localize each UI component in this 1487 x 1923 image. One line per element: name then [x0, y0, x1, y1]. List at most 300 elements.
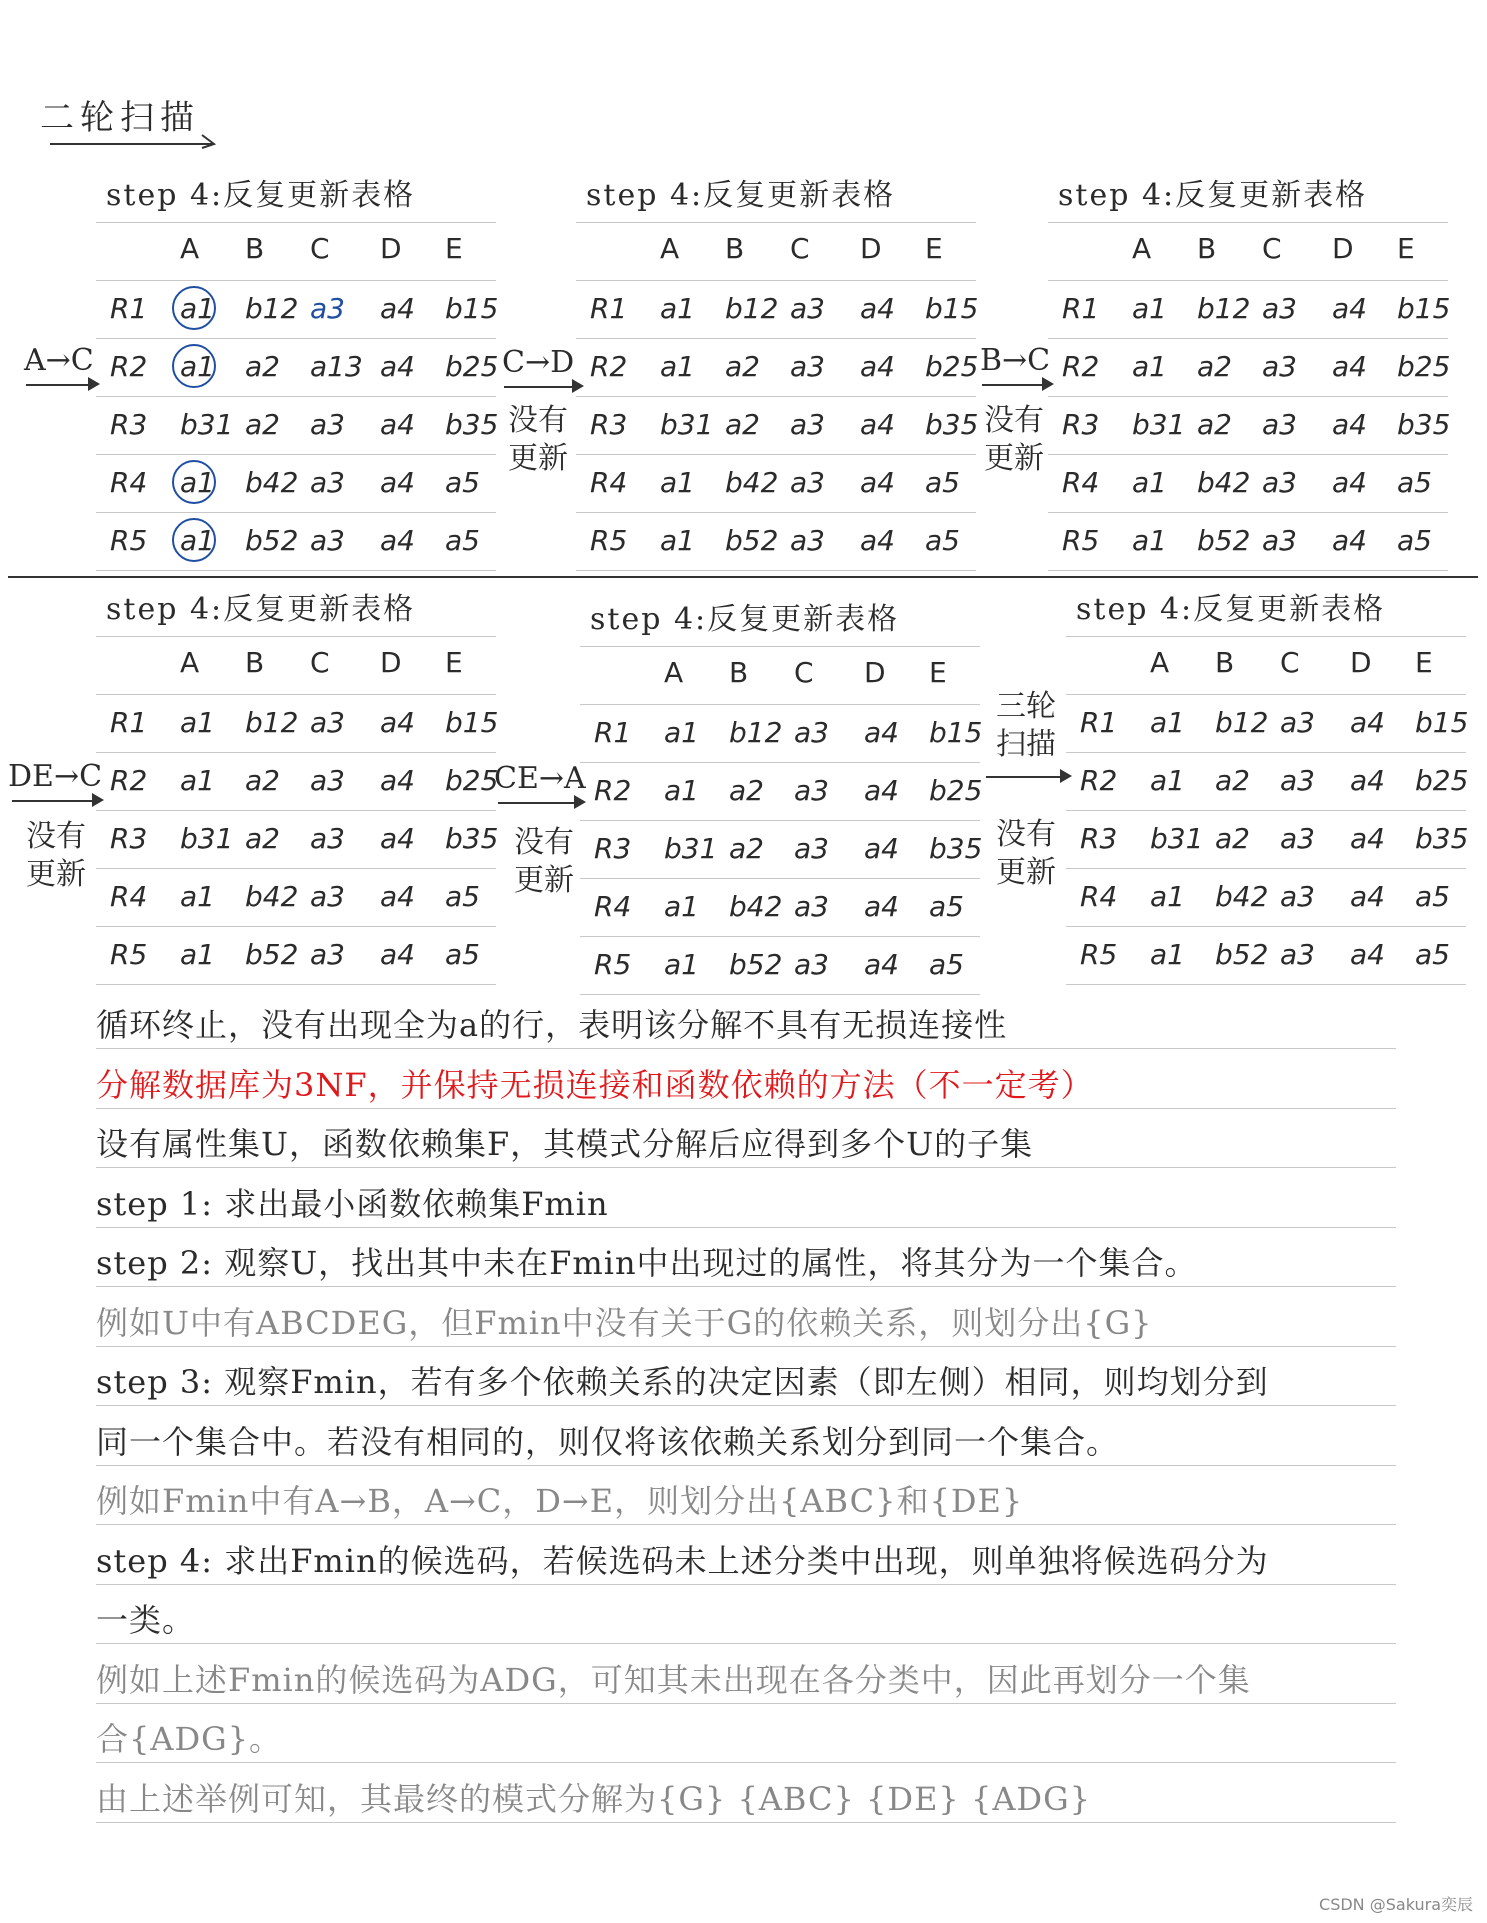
table-cell: a2 — [245, 764, 280, 797]
paragraph-line: 循环终止，没有出现全为a的行，表明该分解不具有无损连接性 — [96, 1006, 1008, 1044]
table-cell: a4 — [864, 890, 899, 923]
column-header: B — [725, 232, 745, 265]
ruled-line — [96, 1227, 1396, 1228]
paragraph-line: 例如U中有ABCDEG，但Fmin中没有关于G的依赖关系，则划分出{G} — [96, 1303, 1153, 1342]
row-label: R4 — [110, 466, 148, 499]
table-cell: a4 — [380, 292, 415, 325]
table-cell: a4 — [1332, 408, 1367, 441]
circle-mark-icon — [172, 286, 216, 330]
ruled-line — [1066, 926, 1466, 927]
arrow-icon — [982, 384, 1044, 386]
table-title: step 4:反复更新表格 — [586, 178, 896, 213]
arrowhead-icon — [1042, 377, 1054, 391]
table-cell: a3 — [794, 716, 829, 749]
table-cell: b12 — [729, 716, 783, 749]
table-cell: a4 — [1332, 466, 1367, 499]
table-cell: a4 — [1350, 880, 1385, 913]
ruled-line — [96, 1405, 1396, 1406]
row-label: R1 — [590, 292, 628, 325]
table-cell: b25 — [445, 350, 499, 383]
column-header: D — [1332, 232, 1354, 265]
table-title: step 4:反复更新表格 — [106, 178, 416, 213]
table-cell: a4 — [864, 774, 899, 807]
table-cell: a4 — [864, 716, 899, 749]
table-cell: a3 — [794, 832, 829, 865]
table-cell: a3 — [790, 292, 825, 325]
row-label: R3 — [1062, 408, 1100, 441]
note-no-update: 没有更新 — [984, 403, 1044, 476]
table-cell: b15 — [925, 292, 979, 325]
column-header: C — [1262, 232, 1282, 265]
table-cell: b52 — [245, 938, 299, 971]
column-header: E — [925, 232, 943, 265]
row-label: R1 — [110, 292, 148, 325]
table-cell: a4 — [380, 350, 415, 383]
table-cell: a1 — [1132, 524, 1167, 557]
table-cell: b35 — [1415, 822, 1469, 855]
table-cell: a1 — [660, 292, 695, 325]
table-cell: a5 — [925, 524, 960, 557]
ruled-line — [96, 396, 496, 397]
paragraph-line: step 3: 观察Fmin，若有多个依赖关系的决定因素（即左侧）相同，则均划分到 — [96, 1363, 1269, 1401]
table-cell: b42 — [1215, 880, 1269, 913]
table-cell: b15 — [1415, 706, 1469, 739]
ruled-line — [96, 1286, 1396, 1287]
table-cell: a4 — [1332, 350, 1367, 383]
note-no-update: 没有更新 — [508, 403, 568, 476]
table-cell: a5 — [1415, 880, 1450, 913]
table-cell: a1 — [180, 524, 215, 557]
table-cell: a2 — [1197, 408, 1232, 441]
table-cell: b15 — [929, 716, 983, 749]
table-cell: a3 — [310, 466, 345, 499]
paragraph-line: 同一个集合中。若没有相同的，则仅将该依赖关系划分到同一个集合。 — [96, 1422, 1120, 1461]
table-cell: a4 — [860, 524, 895, 557]
table-cell: a4 — [380, 466, 415, 499]
ruled-line — [96, 222, 496, 223]
table-cell: a3 — [310, 822, 345, 855]
table-cell: a1 — [660, 524, 695, 557]
table-cell: a1 — [180, 764, 215, 797]
table-cell: b42 — [729, 890, 783, 923]
column-header: C — [790, 232, 810, 265]
ruled-line — [96, 1524, 1396, 1525]
column-header: B — [1215, 646, 1235, 679]
ruled-line — [1048, 222, 1448, 223]
table-cell: b12 — [1197, 292, 1251, 325]
row-label: R2 — [594, 774, 632, 807]
table-cell: b52 — [1215, 938, 1269, 971]
table-cell: a4 — [380, 706, 415, 739]
table-cell: b15 — [445, 706, 499, 739]
ruled-line — [576, 396, 976, 397]
circle-mark-icon — [172, 518, 216, 562]
table-cell: a1 — [1150, 880, 1185, 913]
row-label: R5 — [594, 948, 632, 981]
column-header: C — [794, 656, 814, 689]
table-cell: a3 — [1262, 524, 1297, 557]
ruled-line — [576, 570, 976, 571]
ruled-line — [1048, 570, 1448, 571]
column-header: E — [1397, 232, 1415, 265]
table-title: step 4:反复更新表格 — [106, 592, 416, 627]
ruled-line — [96, 1762, 1396, 1763]
table-cell: a1 — [180, 292, 215, 325]
table-cell: a4 — [860, 408, 895, 441]
table-cell: a5 — [445, 938, 480, 971]
row-label: R5 — [1062, 524, 1100, 557]
column-header: C — [310, 232, 330, 265]
ruled-line — [580, 936, 980, 937]
table-cell: a1 — [180, 350, 215, 383]
ruled-line — [580, 994, 980, 995]
section-divider — [8, 576, 1478, 578]
ruled-line — [1048, 454, 1448, 455]
column-header: B — [245, 232, 265, 265]
table-cell: b42 — [1197, 466, 1251, 499]
ruled-line — [576, 280, 976, 281]
paragraph-line: 例如Fmin中有A→B，A→C，D→E，则划分出{ABC}和{DE} — [96, 1482, 1024, 1520]
ruled-line — [576, 222, 976, 223]
arrow-icon — [986, 776, 1062, 778]
row-label: R4 — [590, 466, 628, 499]
table-cell: b52 — [245, 524, 299, 557]
table-cell: a2 — [725, 408, 760, 441]
row-label: R2 — [590, 350, 628, 383]
table-cell: a3 — [1262, 292, 1297, 325]
table-cell: a4 — [1350, 822, 1385, 855]
note-de-to-c: DE→C — [8, 759, 103, 794]
table-cell: a3 — [790, 524, 825, 557]
table-cell: a3 — [310, 706, 345, 739]
row-label: R5 — [110, 524, 148, 557]
circle-mark-icon — [172, 344, 216, 388]
table-cell: a3 — [1280, 706, 1315, 739]
table-cell: a1 — [1150, 938, 1185, 971]
arrow-icon — [498, 802, 576, 804]
table-cell: b15 — [1397, 292, 1451, 325]
table-cell: a13 — [310, 350, 363, 383]
ruled-line — [1066, 984, 1466, 985]
row-label: R2 — [110, 350, 148, 383]
arrowhead-icon — [92, 793, 104, 807]
ruled-line — [96, 926, 496, 927]
note-ce-to-a: CE→A — [494, 761, 586, 796]
table-cell: a3 — [1280, 938, 1315, 971]
table-title: step 4:反复更新表格 — [1076, 592, 1386, 627]
table-cell: a3 — [1262, 408, 1297, 441]
table-cell: a3 — [1280, 822, 1315, 855]
row-label: R1 — [1062, 292, 1100, 325]
note-a-to-c: A→C — [24, 343, 94, 378]
table-cell: a5 — [1415, 938, 1450, 971]
ruled-line — [96, 454, 496, 455]
table-cell: a3 — [310, 764, 345, 797]
column-header: B — [729, 656, 749, 689]
table-cell: a1 — [1132, 466, 1167, 499]
table-cell: a5 — [445, 880, 480, 913]
note-no-update: 没有更新 — [996, 817, 1056, 890]
ruled-line — [96, 984, 496, 985]
table-cell: b25 — [929, 774, 983, 807]
arrowhead-icon — [572, 379, 584, 393]
table-cell: b31 — [660, 408, 714, 441]
table-cell: a3 — [310, 292, 345, 325]
table-cell: a4 — [1332, 524, 1367, 557]
table-cell: b31 — [1132, 408, 1186, 441]
table-cell: a5 — [1397, 524, 1432, 557]
row-label: R5 — [590, 524, 628, 557]
table-cell: b12 — [725, 292, 779, 325]
row-label: R1 — [594, 716, 632, 749]
ruled-line — [1048, 396, 1448, 397]
table-cell: a4 — [380, 764, 415, 797]
table-cell: b15 — [445, 292, 499, 325]
row-label: R3 — [110, 408, 148, 441]
ruled-line — [96, 1167, 1396, 1168]
table-cell: a4 — [1350, 764, 1385, 797]
paragraph-line: step 2: 观察U，找出其中未在Fmin中出现过的属性，将其分为一个集合。 — [96, 1244, 1198, 1282]
ruled-line — [580, 704, 980, 705]
table-cell: b31 — [180, 822, 234, 855]
ruled-line — [1066, 752, 1466, 753]
paragraph-line: step 1: 求出最小函数依赖集Fmin — [96, 1184, 609, 1223]
column-header: B — [245, 646, 265, 679]
column-header: A — [664, 656, 684, 689]
ruled-line — [580, 646, 980, 647]
table-cell: a4 — [860, 292, 895, 325]
table-cell: b25 — [1397, 350, 1451, 383]
ruled-line — [1066, 694, 1466, 695]
note-no-update: 没有更新 — [514, 825, 574, 898]
table-cell: b12 — [245, 292, 299, 325]
ruled-line — [1048, 280, 1448, 281]
arrow-icon — [12, 800, 94, 802]
paragraph-line: step 4: 求出Fmin的候选码，若候选码未上述分类中出现，则单独将候选码分为 — [96, 1541, 1269, 1580]
row-label: R3 — [110, 822, 148, 855]
table-cell: a4 — [380, 938, 415, 971]
ruled-line — [576, 338, 976, 339]
table-cell: a3 — [794, 774, 829, 807]
table-cell: a1 — [664, 716, 699, 749]
ruled-line — [580, 878, 980, 879]
ruled-line — [96, 1346, 1396, 1347]
table-cell: a1 — [1132, 350, 1167, 383]
table-cell: b25 — [445, 764, 499, 797]
table-cell: a5 — [445, 524, 480, 557]
table-cell: a2 — [245, 822, 280, 855]
row-label: R3 — [590, 408, 628, 441]
ruled-line — [96, 694, 496, 695]
ruled-line — [1066, 636, 1466, 637]
table-cell: a1 — [664, 948, 699, 981]
table-cell: a4 — [380, 408, 415, 441]
row-label: R1 — [110, 706, 148, 739]
paragraph-line: 由上述举例可知，其最终的模式分解为{G} {ABC} {DE} {ADG} — [96, 1779, 1092, 1818]
table-cell: a2 — [729, 832, 764, 865]
table-cell: b12 — [245, 706, 299, 739]
table-cell: a3 — [790, 408, 825, 441]
ruled-line — [96, 1108, 1396, 1109]
row-label: R4 — [110, 880, 148, 913]
paragraph-line: 合{ADG}。 — [96, 1720, 283, 1758]
table-cell: b52 — [729, 948, 783, 981]
ruled-line — [1066, 810, 1466, 811]
table-cell: a3 — [1262, 350, 1297, 383]
ruled-line — [1066, 868, 1466, 869]
table-cell: a4 — [864, 832, 899, 865]
ruled-line — [576, 454, 976, 455]
table-cell: b35 — [445, 822, 499, 855]
paragraph-line: 设有属性集U，函数依赖集F，其模式分解后应得到多个U的子集 — [96, 1125, 1034, 1163]
ruled-line — [96, 1822, 1396, 1823]
note-no-update: 没有更新 — [26, 819, 86, 892]
table-cell: a3 — [794, 948, 829, 981]
row-label: R3 — [1080, 822, 1118, 855]
table-title: step 4:反复更新表格 — [590, 602, 900, 637]
table-cell: b42 — [725, 466, 779, 499]
ruled-line — [96, 338, 496, 339]
column-header: D — [380, 232, 402, 265]
ruled-line — [96, 1643, 1396, 1644]
table-cell: a3 — [794, 890, 829, 923]
page-heading: 二轮扫描 — [40, 98, 200, 138]
table-cell: a2 — [1215, 764, 1250, 797]
column-header: B — [1197, 232, 1217, 265]
table-cell: a2 — [245, 408, 280, 441]
watermark: CSDN @Sakura奕辰 — [1319, 1895, 1473, 1914]
arrow-icon — [26, 384, 90, 386]
table-cell: b35 — [929, 832, 983, 865]
table-cell: b52 — [1197, 524, 1251, 557]
row-label: R1 — [1080, 706, 1118, 739]
ruled-line — [580, 762, 980, 763]
note-b-to-c: B→C — [980, 343, 1051, 378]
arrowhead-icon — [574, 795, 586, 809]
ruled-line — [96, 752, 496, 753]
ruled-line — [580, 820, 980, 821]
table-cell: a2 — [1215, 822, 1250, 855]
table-cell: a5 — [445, 466, 480, 499]
table-cell: b31 — [1150, 822, 1204, 855]
table-cell: a1 — [660, 466, 695, 499]
table-cell: b12 — [1215, 706, 1269, 739]
table-cell: a1 — [660, 350, 695, 383]
row-label: R5 — [1080, 938, 1118, 971]
table-cell: a4 — [380, 524, 415, 557]
table-cell: a5 — [925, 466, 960, 499]
column-header: C — [310, 646, 330, 679]
table-cell: a3 — [1280, 880, 1315, 913]
table-cell: a4 — [380, 880, 415, 913]
table-cell: a4 — [1350, 706, 1385, 739]
table-cell: a3 — [790, 466, 825, 499]
circle-mark-icon — [172, 460, 216, 504]
ruled-line — [96, 570, 496, 571]
column-header: E — [445, 232, 463, 265]
table-cell: a3 — [310, 938, 345, 971]
row-label: R5 — [110, 938, 148, 971]
table-cell: a2 — [725, 350, 760, 383]
ruled-line — [96, 636, 496, 637]
table-cell: b25 — [1415, 764, 1469, 797]
table-cell: a2 — [729, 774, 764, 807]
table-cell: a3 — [310, 524, 345, 557]
table-cell: a5 — [929, 948, 964, 981]
table-cell: a4 — [1332, 292, 1367, 325]
row-label: R2 — [110, 764, 148, 797]
column-header: D — [864, 656, 886, 689]
table-cell: a1 — [180, 466, 215, 499]
table-cell: b42 — [245, 466, 299, 499]
table-cell: a1 — [1132, 292, 1167, 325]
column-header: C — [1280, 646, 1300, 679]
ruled-line — [1048, 512, 1448, 513]
table-cell: a1 — [180, 706, 215, 739]
table-cell: a3 — [310, 408, 345, 441]
paragraph-line: 分解数据库为3NF，并保持无损连接和函数依赖的方法（不一定考） — [96, 1065, 1094, 1104]
table-cell: a4 — [860, 350, 895, 383]
table-cell: b25 — [925, 350, 979, 383]
table-cell: b42 — [245, 880, 299, 913]
arrowhead-icon — [1060, 769, 1072, 783]
column-header: A — [1150, 646, 1170, 679]
column-header: A — [1132, 232, 1152, 265]
table-cell: a4 — [864, 948, 899, 981]
table-cell: a3 — [1280, 764, 1315, 797]
table-cell: a4 — [380, 822, 415, 855]
table-cell: a5 — [1397, 466, 1432, 499]
table-cell: b31 — [664, 832, 718, 865]
row-label: R4 — [1080, 880, 1118, 913]
table-cell: a1 — [664, 774, 699, 807]
column-header: D — [380, 646, 402, 679]
column-header: A — [180, 646, 200, 679]
paragraph-line: 一类。 — [96, 1601, 196, 1639]
heading-arrow-icon — [50, 130, 220, 150]
note-c-to-d: C→D — [502, 345, 575, 380]
row-label: R3 — [594, 832, 632, 865]
table-cell: a1 — [664, 890, 699, 923]
ruled-line — [1048, 338, 1448, 339]
table-cell: a2 — [245, 350, 280, 383]
table-cell: a1 — [180, 938, 215, 971]
column-header: E — [445, 646, 463, 679]
row-label: R4 — [1062, 466, 1100, 499]
column-header: D — [860, 232, 882, 265]
ruled-line — [96, 512, 496, 513]
ruled-line — [96, 1584, 1396, 1585]
table-cell: a2 — [1197, 350, 1232, 383]
row-label: R4 — [594, 890, 632, 923]
table-cell: a4 — [1350, 938, 1385, 971]
table-title: step 4:反复更新表格 — [1058, 178, 1368, 213]
table-cell: a3 — [790, 350, 825, 383]
table-cell: b52 — [725, 524, 779, 557]
ruled-line — [96, 1465, 1396, 1466]
row-label: R2 — [1062, 350, 1100, 383]
table-cell: a1 — [1150, 706, 1185, 739]
table-cell: a5 — [929, 890, 964, 923]
column-header: E — [1415, 646, 1433, 679]
ruled-line — [96, 1703, 1396, 1704]
table-cell: a4 — [860, 466, 895, 499]
paragraph-line: 例如上述Fmin的候选码为ADG，可知其未出现在各分类中，因此再划分一个集 — [96, 1660, 1251, 1699]
ruled-line — [96, 1048, 1396, 1049]
column-header: E — [929, 656, 947, 689]
ruled-line — [96, 868, 496, 869]
table-cell: b35 — [445, 408, 499, 441]
